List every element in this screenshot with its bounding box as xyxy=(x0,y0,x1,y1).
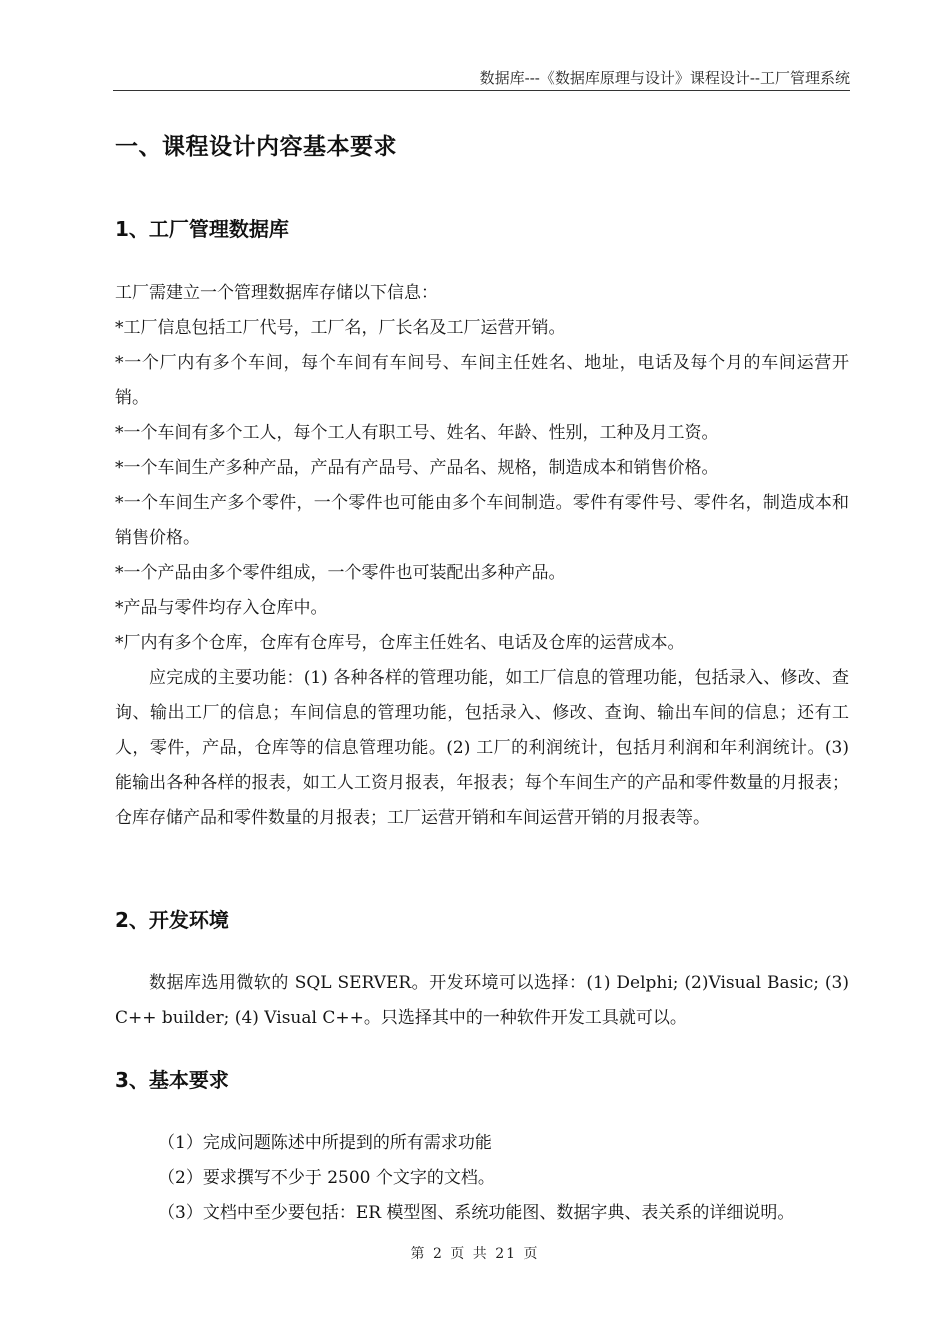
requirement-item: （3）文档中至少要包括：ER 模型图、系统功能图、数据字典、表关系的详细说明。 xyxy=(158,1203,795,1223)
bullet-item: *一个车间有多个工人，每个工人有职工号、姓名、年龄、性别，工种及月工资。 xyxy=(115,423,719,443)
main-heading: 一、课程设计内容基本要求 xyxy=(115,134,397,160)
bullet-item: *厂内有多个仓库，仓库有仓库号，仓库主任姓名、电话及仓库的运营成本。 xyxy=(115,633,685,653)
bullet-item: *一个产品由多个零件组成，一个零件也可装配出多种产品。 xyxy=(115,563,566,583)
page-footer xyxy=(0,1243,950,1263)
section-1-body xyxy=(115,276,849,836)
requirement-item: （2）要求撰写不少于 2500 个文字的文档。 xyxy=(158,1168,495,1188)
bullet-item: *一个厂内有多个车间，每个车间有车间号、车间主任姓名、地址，电话及每个月的车间运营开销。 xyxy=(115,353,849,408)
requirement-item: （1）完成问题陈述中所提到的所有需求功能 xyxy=(158,1133,492,1153)
bullet-item: *产品与零件均存入仓库中。 xyxy=(115,598,328,618)
section-1-title: 1、工厂管理数据库 xyxy=(115,217,289,241)
page-number: 第 2 页 共 21 页 xyxy=(410,1246,540,1262)
section-2-title: 2、开发环境 xyxy=(115,908,229,932)
requirements-list xyxy=(158,1126,858,1231)
bullet-item: *一个车间生产多种产品，产品有产品号、产品名、规格，制造成本和销售价格。 xyxy=(115,458,719,478)
bullet-item: *一个车间生产多个零件，一个零件也可能由多个车间制造。零件有零件号、零件名，制造成本和销售价格。 xyxy=(115,493,849,548)
section-3-title: 3、基本要求 xyxy=(115,1068,229,1092)
bullet-item: *工厂信息包括工厂代号，工厂名，厂长名及工厂运营开销。 xyxy=(115,318,566,338)
dev-env-paragraph: 数据库选用微软的 SQL SERVER。开发环境可以选择：(1) Delphi; (2)Visual Basic; (3) C++ builder; (4) Visual C++。只选择其中的一种软件开发工具就可以。 xyxy=(115,973,849,1028)
section-1-intro: 工厂需建立一个管理数据库存储以下信息： xyxy=(115,283,438,303)
header-title: 数据库---《数据库原理与设计》课程设计--工厂管理系统 xyxy=(479,69,850,87)
section-2-body xyxy=(115,966,849,1036)
page-header xyxy=(113,68,850,91)
functions-paragraph: 应完成的主要功能：(1) 各种各样的管理功能，如工厂信息的管理功能，包括录入、修改、查询、输出工厂的信息；车间信息的管理功能，包括录入、修改、查询、输出车间的信息；还有工人，零件，产品，仓库等的信息管理功能。(2) 工厂的利润统计，包括月利润和年利润统计。(3) 能输出各种各样的报表，如工人工资月报表，年报表；每个车间生产的产品和零件数量的月报表；仓库存储产品和零件数量的月报表；工厂运营开销和车间运营开销的月报表等。 xyxy=(115,668,849,828)
